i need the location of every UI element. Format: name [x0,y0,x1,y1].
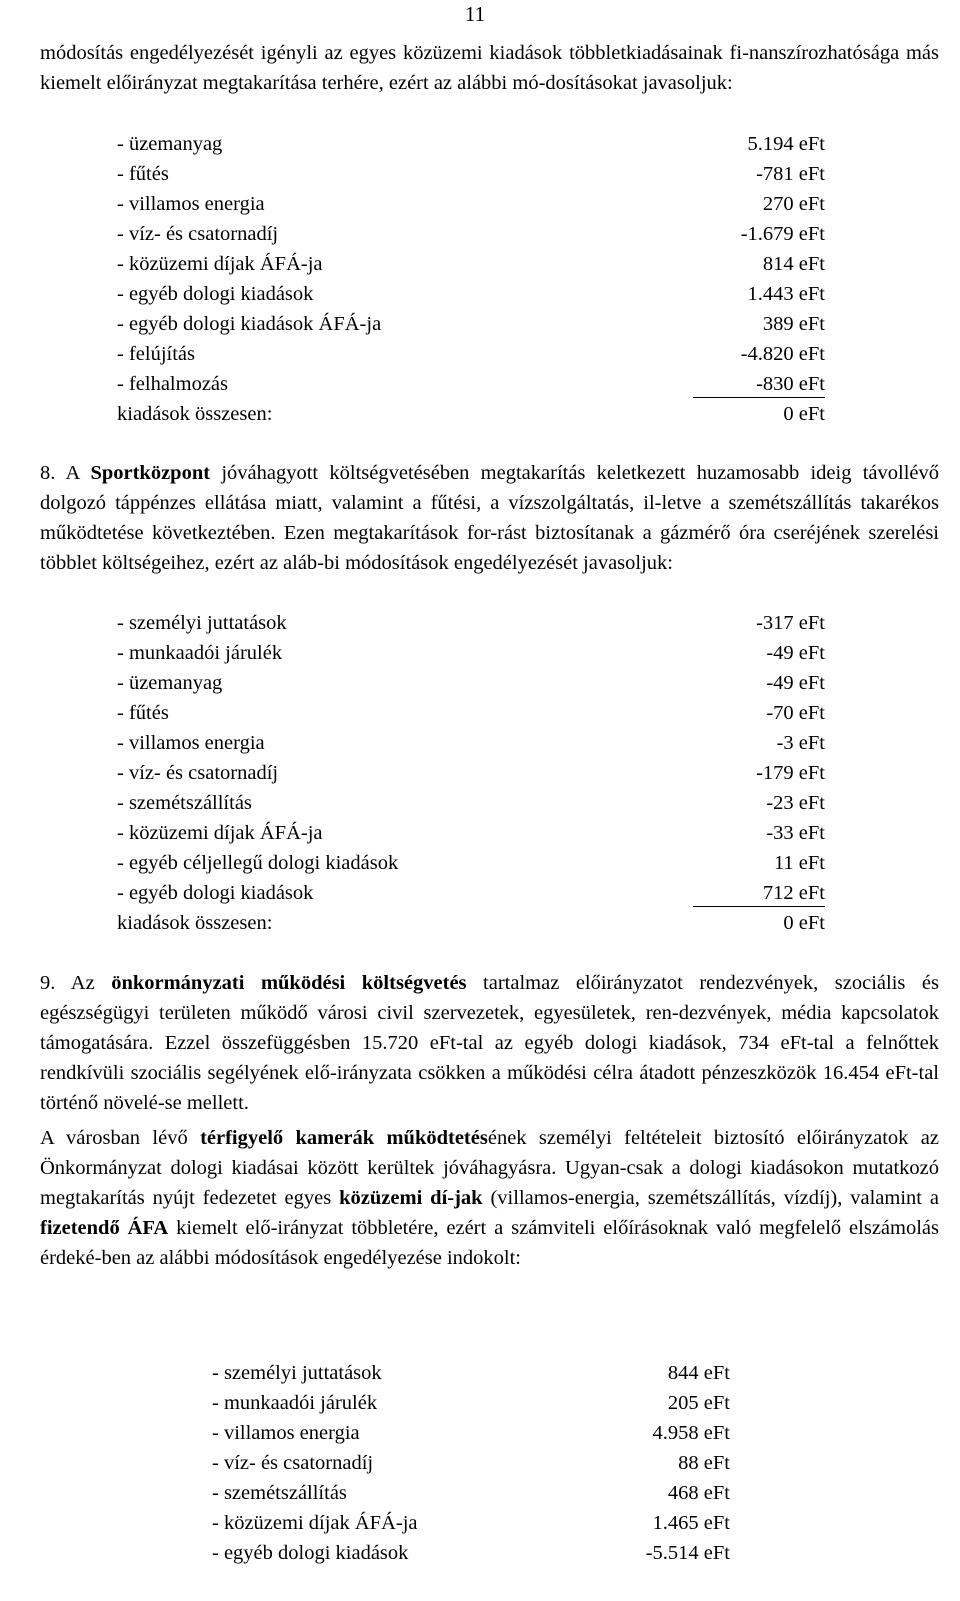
page-number: 11 [464,2,486,26]
modification-list-2 [117,608,825,938]
list-item [117,159,825,189]
item-value: 468 eFt [667,1482,730,1504]
item-value: 270 eFt [762,193,825,215]
bold-term: önkormányzati működési költségvetés [111,972,467,994]
item-value: -33 eFt [766,822,825,844]
list-item [212,1358,730,1388]
list-item [212,1448,730,1478]
total-label: kiadások összesen: [117,912,273,934]
paragraph-text: jóváhagyott költségvetésében megtakarítás keletkezett huzamosabb ideig távollévő dolgozó táppénzes ellátása miatt, valamint a fűtési, a vízszolgáltatás, il-letve a szemétszállítás takarékos működtetése következtében. Ezen megtakarítások for-rást biztosítanak a gázmérő óra cseréjének szerelési többlet költségeihez, ezért az aláb-bi módosítások engedélyezését javasoljuk: [40,462,939,574]
item-label: - egyéb dologi kiadások ÁFÁ-ja [117,313,382,335]
paragraph-intro: módosítás engedélyezését igényli az egyes közüzemi kiadások többletkiadásainak fi-nanszírozhatósága más kiemelt előirányzat megtakarítása terhére, ezért az alábbi mó-dosításokat javasoljuk: [40,42,939,94]
item-label: - felhalmozás [117,373,228,395]
list-total [117,908,825,938]
item-label: - villamos energia [117,732,265,754]
paragraph-text: ének személyi feltételeit biztosító előirányzatok az Önkormányzat dologi kiadásai között kerültek jóváhagyásra. Ugyan-csak a dologi kiadásokon mutatkozó megtakarítás nyújt fedezetet egyes [40,1127,939,1209]
list-total [117,399,825,429]
item-label: - víz- és csatornadíj [212,1452,374,1474]
item-label: - közüzemi díjak ÁFÁ-ja [117,253,323,275]
list-item [117,309,825,339]
item-value: 844 eFt [667,1362,730,1384]
item-label: - személyi juttatások [117,612,287,634]
bold-term: fizetendő ÁFA [40,1217,169,1239]
item-label: - munkaadói járulék [117,642,283,664]
sum-rule [693,906,825,907]
list-item [212,1478,730,1508]
item-label: - közüzemi díjak ÁFÁ-ja [212,1512,418,1534]
list-item [117,369,825,399]
item-value: 712 eFt [762,882,825,904]
item-value: -49 eFt [766,642,825,664]
list-item [212,1508,730,1538]
list-item [117,129,825,159]
item-value: 389 eFt [762,313,825,335]
list-item [117,638,825,668]
item-value: 205 eFt [667,1392,730,1414]
total-label: kiadások összesen: [117,403,273,425]
modification-list-1 [117,129,825,429]
item-label: - fűtés [117,702,169,724]
list-item [212,1388,730,1418]
item-value: 1.465 eFt [652,1512,730,1534]
list-item [117,668,825,698]
item-value: 11 eFt [773,852,825,874]
list-item [117,878,825,908]
bold-term: közüzemi dí-jak [339,1187,483,1209]
list-item [117,279,825,309]
list-item [117,219,825,249]
list-item [117,848,825,878]
item-label: - egyéb dologi kiadások [117,283,314,305]
total-value: 0 eFt [783,912,825,934]
paragraph-cameras [40,1123,939,1273]
item-label: - felújítás [117,343,195,365]
item-label: - szemétszállítás [212,1482,347,1504]
list-item [117,758,825,788]
list-item [117,698,825,728]
paragraph-text: A városban lévő [40,1127,201,1149]
item-value: 4.958 eFt [652,1422,730,1444]
item-label: - közüzemi díjak ÁFÁ-ja [117,822,323,844]
list-item [117,818,825,848]
item-label: - villamos energia [117,193,265,215]
modification-list-3 [212,1358,730,1568]
item-label: - szemétszállítás [117,792,252,814]
list-item [212,1418,730,1448]
item-value: -1.679 eFt [740,223,825,245]
bold-term: Sportközpont [90,462,211,484]
item-value: 814 eFt [762,253,825,275]
bold-term: térfigyelő kamerák működtetés [200,1127,488,1149]
item-label: - villamos energia [212,1422,360,1444]
item-value: 88 eFt [678,1452,730,1474]
sum-rule [693,397,825,398]
item-value: -23 eFt [766,792,825,814]
item-label: - egyéb dologi kiadások [212,1542,409,1564]
item-value: 5.194 eFt [747,133,825,155]
item-label: - fűtés [117,163,169,185]
item-label: - egyéb céljellegű dologi kiadások [117,852,399,874]
item-value: -179 eFt [756,762,825,784]
list-item [117,339,825,369]
item-label: - víz- és csatornadíj [117,223,279,245]
list-item [117,249,825,279]
paragraph-text: kiemelt elő-irányzat többletére, ezért a számviteli előírásoknak való megfelelő elszámolás érdeké-ben az alábbi módosítások engedélyezése indokolt: [40,1217,939,1269]
paragraph-text: tartalmaz előirányzatot rendezvények, szociális és egészségügyi területen működő városi civil szervezetek, egyesületek, ren-dezvények, média kapcsolatok támogatására. Ezzel összefüggésben 15.720 eFt-tal az egyéb dologi kiadások, 734 eFt-tal a felnőttek rendkívüli szociális segélyének elő-irányzata csökken a működési célra átadott pénzeszközök 16.454 eFt-tal történő növelé-se mellett. [40,972,939,1114]
list-item [212,1538,730,1568]
item-value: -3 eFt [776,732,825,754]
paragraph-number: 9. Az [40,972,112,994]
item-label: - személyi juttatások [212,1362,382,1384]
list-item [117,728,825,758]
item-value: -317 eFt [756,612,825,634]
item-value: -830 eFt [756,373,825,395]
paragraph-number: 8. A [40,462,91,484]
total-value: 0 eFt [783,403,825,425]
item-value: 1.443 eFt [747,283,825,305]
list-item [117,608,825,638]
item-label: - üzemanyag [117,133,223,155]
item-value: -70 eFt [766,702,825,724]
paragraph-8 [40,458,939,578]
list-item [117,788,825,818]
item-value: -4.820 eFt [740,343,825,365]
paragraph-9 [40,968,939,1118]
item-label: - víz- és csatornadíj [117,762,279,784]
paragraph-text: (villamos-energia, szemétszállítás, vízdíj), valamint a [482,1187,939,1209]
item-value: -5.514 eFt [645,1542,730,1564]
item-value: -781 eFt [756,163,825,185]
list-item [117,189,825,219]
item-label: - egyéb dologi kiadások [117,882,314,904]
item-label: - üzemanyag [117,672,223,694]
item-value: -49 eFt [766,672,825,694]
item-label: - munkaadói járulék [212,1392,378,1414]
